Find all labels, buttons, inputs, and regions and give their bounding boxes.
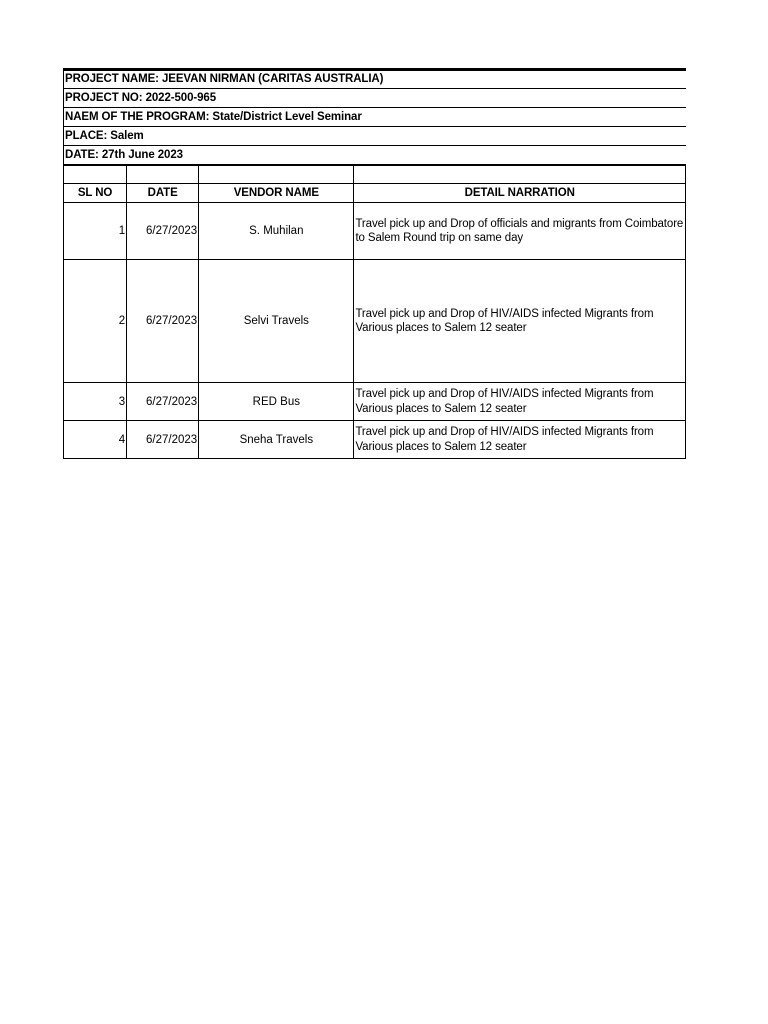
table-row	[64, 203, 686, 260]
table-header-row	[64, 184, 686, 203]
blank-cell	[64, 166, 127, 184]
cell-date: 6/27/2023	[127, 383, 199, 421]
table-row	[64, 260, 686, 383]
blank-cell	[199, 166, 354, 184]
program-name: NAEM OF THE PROGRAM: State/District Level Seminar	[63, 108, 686, 127]
cell-date: 6/27/2023	[127, 421, 199, 459]
vendor-table	[63, 165, 686, 459]
cell-sl-no: 3	[64, 383, 127, 421]
cell-vendor: Selvi Travels	[199, 260, 354, 383]
blank-row	[64, 166, 686, 184]
header-detail-narration: DETAIL NARRATION	[354, 184, 686, 203]
project-name: PROJECT NAME: JEEVAN NIRMAN (CARITAS AUSTRALIA)	[63, 71, 686, 89]
blank-cell	[127, 166, 199, 184]
spreadsheet	[63, 68, 686, 459]
cell-vendor: Sneha Travels	[199, 421, 354, 459]
cell-detail: Travel pick up and Drop of HIV/AIDS infected Migrants from Various places to Salem 12 seater	[354, 421, 686, 459]
table-row	[64, 383, 686, 421]
table-row	[64, 421, 686, 459]
cell-detail: Travel pick up and Drop of officials and migrants from Coimbatore to Salem Round trip on same day	[354, 203, 686, 260]
blank-cell	[354, 166, 686, 184]
cell-vendor: RED Bus	[199, 383, 354, 421]
cell-sl-no: 4	[64, 421, 127, 459]
cell-date: 6/27/2023	[127, 260, 199, 383]
project-number: PROJECT NO: 2022-500-965	[63, 89, 686, 108]
cell-date: 6/27/2023	[127, 203, 199, 260]
cell-sl-no: 2	[64, 260, 127, 383]
date: DATE: 27th June 2023	[63, 146, 686, 165]
cell-detail: Travel pick up and Drop of HIV/AIDS infected Migrants from Various places to Salem 12 seater	[354, 260, 686, 383]
place: PLACE: Salem	[63, 127, 686, 146]
cell-sl-no: 1	[64, 203, 127, 260]
cell-detail: Travel pick up and Drop of HIV/AIDS infected Migrants from Various places to Salem 12 seater	[354, 383, 686, 421]
header-date: DATE	[127, 184, 199, 203]
header-sl-no: SL NO	[64, 184, 127, 203]
header-vendor-name: VENDOR NAME	[199, 184, 354, 203]
cell-vendor: S. Muhilan	[199, 203, 354, 260]
